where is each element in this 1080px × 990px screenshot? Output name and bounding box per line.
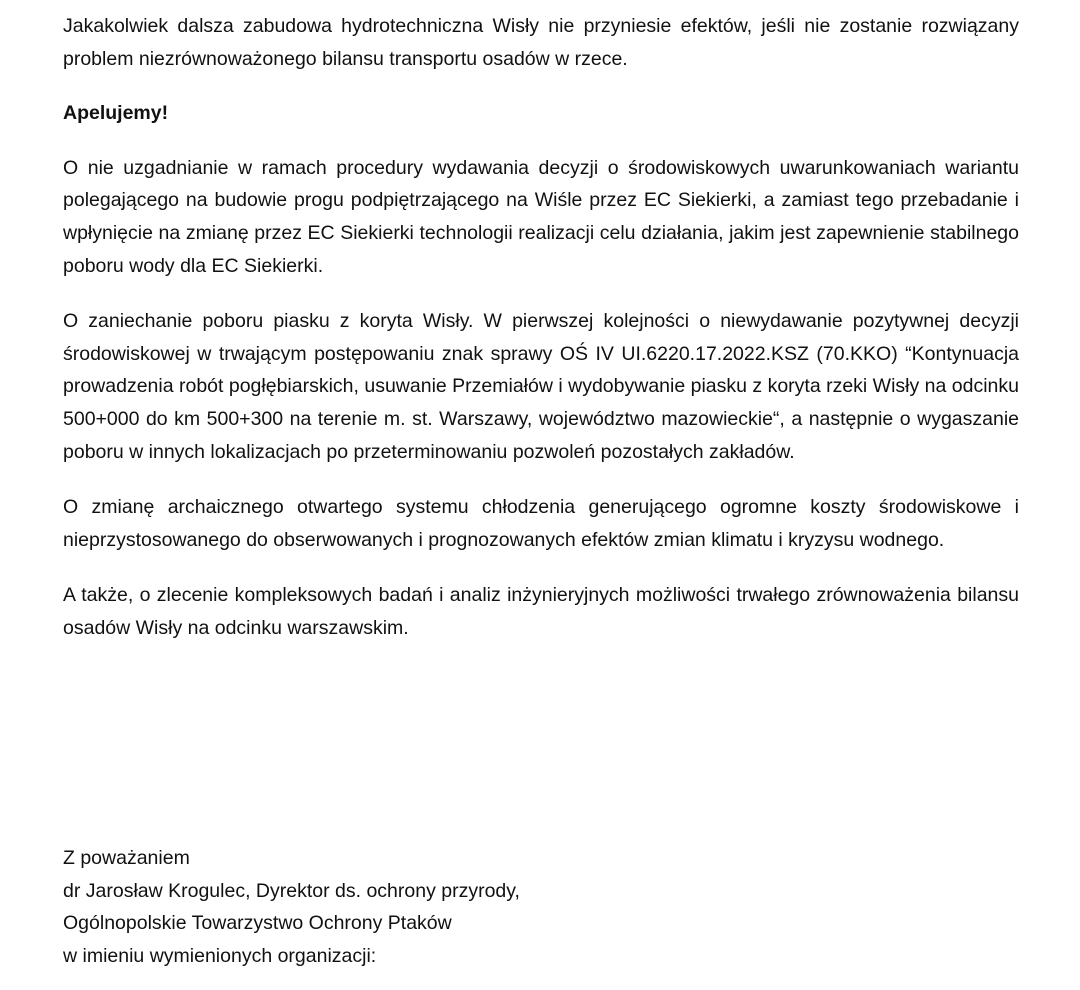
- intro-paragraph: Jakakolwiek dalsza zabudowa hydrotechniczna Wisły nie przyniesie efektów, jeśli nie zostanie rozwiązany problem niezrównoważonego bilansu transportu osadów w rzece.: [63, 15, 1019, 70]
- appeal-heading: Apelujemy!: [63, 102, 169, 125]
- appeal-paragraph-1: O nie uzgadnianie w ramach procedury wydawania decyzji o środowiskowych uwarunkowaniach wariantu polegającego na budowie progu podpiętrzającego na Wiśle przez EC Siekierki, a zamiast tego przebadanie i wpłynięcie na zmianę przez EC Siekierki technologii realizacji celu działania, jakim jest zapewnienie stabilnego poboru wody dla EC Siekierki.: [63, 156, 1019, 277]
- on-behalf-line: w imieniu wymienionych organizacji:: [63, 944, 377, 967]
- signature-block: [63, 842, 1019, 972]
- salutation: Z poważaniem: [63, 847, 190, 869]
- signatory-name: dr Jarosław Krogulec, Dyrektor ds. ochrony przyrody,: [63, 879, 520, 902]
- appeal-paragraph-3: O zmianę archaicznego otwartego systemu chłodzenia generującego ogromne koszty środowiskowe i nieprzystosowanego do obserwowanych i prognozowanych efektów zmian klimatu i kryzysu wodnego.: [63, 496, 1019, 551]
- appeal-paragraph-2: O zaniechanie poboru piasku z koryta Wisły. W pierwszej kolejności o niewydawanie pozytywnej decyzji środowiskowej w trwającym postępowaniu znak sprawy OŚ IV UI.6220.17.2022.KSZ (70.KKO) “Kontynuacja prowadzenia robót pogłębiarskich, usuwanie Przemiałów i wydobywanie piasku z koryta rzeki Wisły na odcinku 500+000 do km 500+300 na terenie m. st. Warszawy, województwo mazowieckie“, a następnie o wygaszanie poboru w innych lokalizacjach po przeterminowaniu pozwoleń pozostałych zakładów.: [63, 310, 1019, 463]
- appeal-paragraph-4: A także, o zlecenie kompleksowych badań i analiz inżynieryjnych możliwości trwałego zrównoważenia bilansu osadów Wisły na odcinku warszawskim.: [63, 584, 1019, 639]
- organization-name: Ogólnopolskie Towarzystwo Ochrony Ptaków: [63, 912, 452, 935]
- document-body: [63, 10, 1019, 645]
